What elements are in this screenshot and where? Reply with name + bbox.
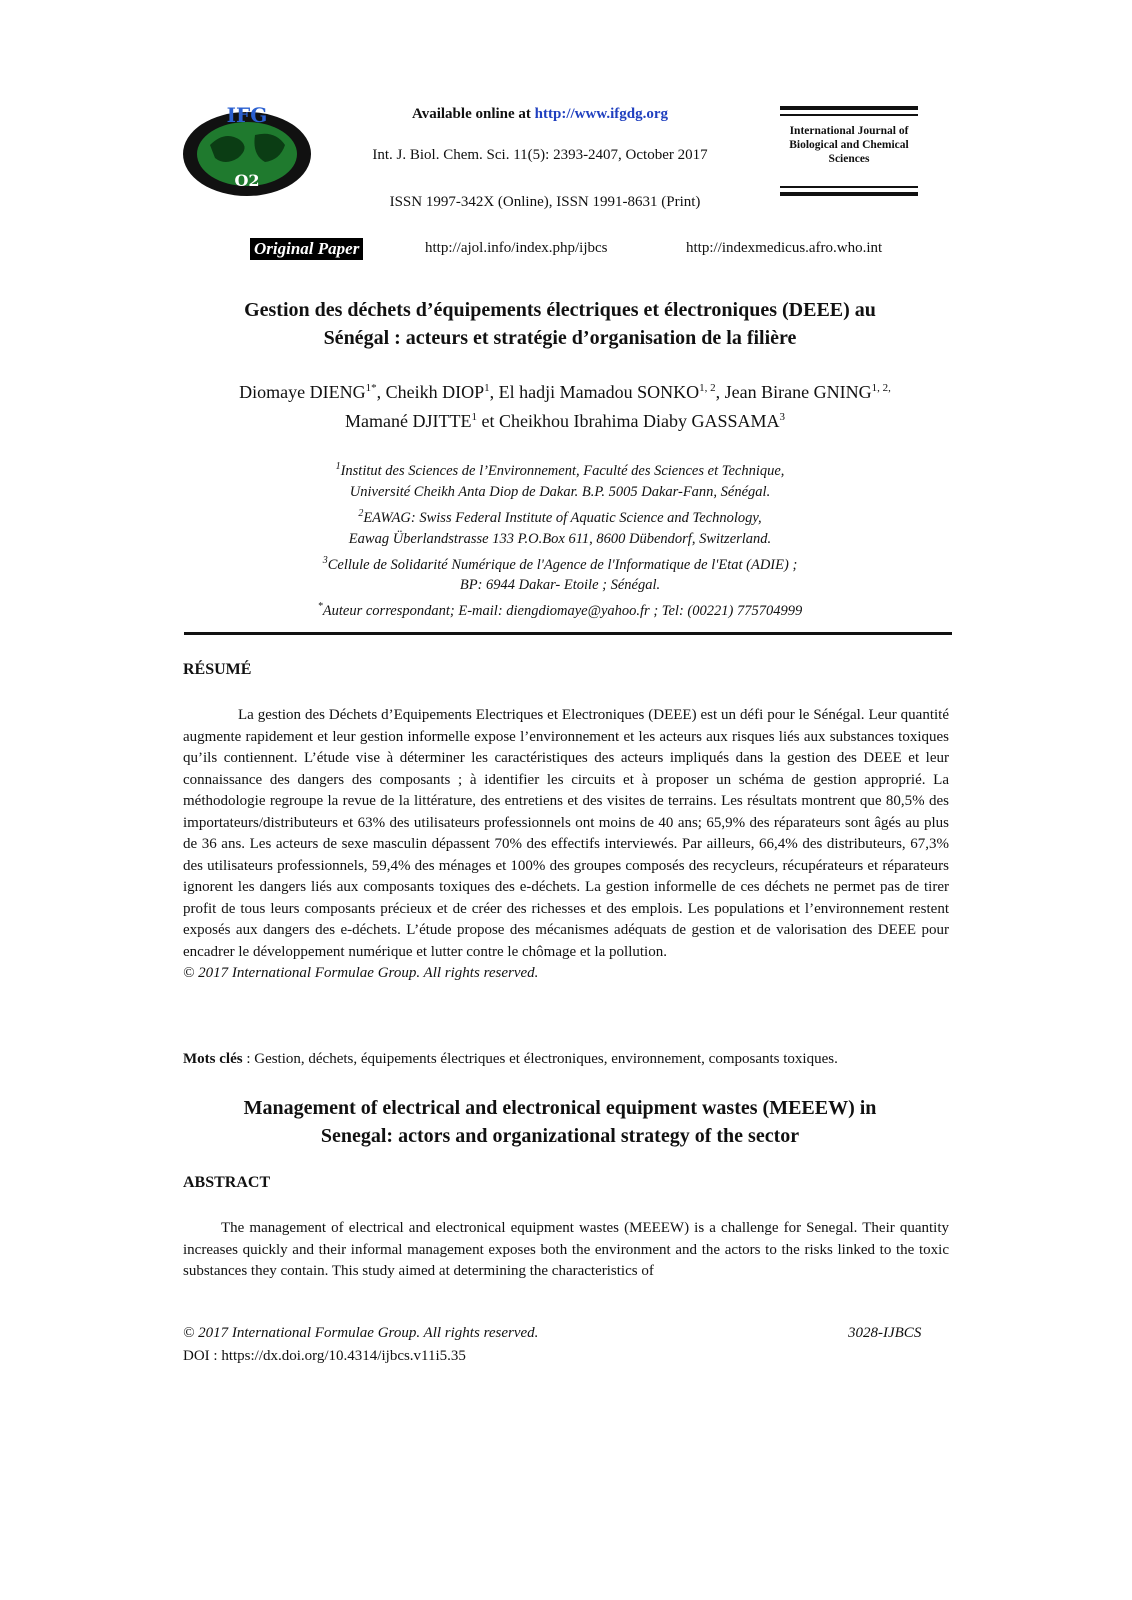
abstract-text: The management of electrical and electronical equipment wastes (MEEEW) is a challenge for Senegal. Their quantity increases quickly and their informal management exposes both the environment and the actors to the risks linked to the toxic substances they contain. This study aimed at determining the characteristics of — [183, 1220, 949, 1279]
authors: Diomaye $DIENG^{1*}$, Cheikh DIOP$^1$, El hadji Mamadou SONKO$^{1, 2}$, Jean Birane $GNING^{1, 2,}$ Mamané DJITTE$^1$ et Cheikhou Ibrahima Diaby GASSAMA$^3$ — [239, 382, 891, 431]
resume-text: La gestion des Déchets d’Equipements Electriques et Electroniques (DEEE) est un défi pour le Sénégal. Leur quantité augmente rapidement et leur gestion informelle expose l’environnement et les acteurs aux risques liés aux substances toxiques qu’ils contiennent. L’étude vise à déterminer les caractéristiques des acteurs impliqués dans la gestion des DEEE et leur connaissance des dangers des composants ; à identifier les circuits et à proposer un schéma de gestion approprié. La méthodologie regroupe la revue de la littérature, des entretiens et des visites de terrains. Les résultats montrent que 80,5% des importateurs/distributeurs et 63% des utilisateurs professionnels ont moins de 40 ans; 65,9% des réparateurs sont âgés au plus de 36 ans. Les acteurs de sexe masculin dépassent 70% des effectifs interviewés. Par ailleurs, 66,4% des distributeurs, 67,3% des utilisateurs professionnels, 59,4% des ménages et 100% des groupes composés des recycleurs, récupérateurs et réparateurs ignorent les dangers liés aux composants toxiques des e-déchets. La gestion informelle de ces déchets ne permet pas de tirer profit de tous leurs composants précieux et de créer des richesses et des emplois. Les populations et l’environnement restent exposés aux dangers des e-déchets. L’étude propose des mécanismes adéquats de gestion et de valorisation des DEEE pour encadrer le développement numérique et lutter contre le chômage et la pollution. — [183, 707, 949, 960]
abstract-body — [183, 1218, 949, 1283]
keywords: Mots clés : Gestion, déchets, équipements électriques et électroniques, environnement, composants toxiques. — [183, 1051, 838, 1067]
title-english: Management of electrical and electronical equipment wastes (MEEEW) in Senegal: actors and organizational strategy of the sector — [243, 1097, 877, 1147]
paper-type-badge: Original Paper — [250, 238, 363, 260]
journal-badge — [780, 106, 918, 196]
resume-copyright: © 2017 International Formulae Group. All rights reserved. — [183, 965, 539, 981]
ifg-logo — [180, 100, 314, 200]
ajol-link[interactable]: http://ajol.info/index.php/ijbcs — [425, 240, 608, 256]
abstract-heading: ABSTRACT — [183, 1174, 271, 1191]
indexmedicus-link[interactable]: http://indexmedicus.afro.who.int — [686, 240, 883, 256]
footer-copyright: © 2017 International Formulae Group. All rights reserved. — [183, 1325, 539, 1341]
doi[interactable]: DOI : https://dx.doi.org/10.4314/ijbcs.v11i5.35 — [183, 1348, 466, 1364]
section-divider — [184, 632, 952, 635]
ifgdg-link[interactable]: http://www.ifgdg.org — [534, 106, 668, 122]
issn: ISSN 1997-342X (Online), ISSN 1991-8631 (Print) — [389, 194, 701, 210]
affiliations: $^1$Institut des Sciences de l’Environnement, Faculté des Sciences et Technique, Université Cheikh Anta Diop de Dakar. B.P. 5005 Dakar-Fann, Sénégal. $^2$EAWAG: Swiss Federal Institute of Aquatic Science and Technology, Eawag Überlandstrasse 133 P.O.Box 611, 8600 Dübendorf, Switzerland. $^3$Cellule de Solidarité Numérique de l'Agence de l'Informatique de l'Etat (ADIE) ; BP: 6944 Dakar- Etoile ; Sénégal. *Auteur correspondant; E-mail: diengdiomaye@yahoo.fr ; Tel: (00221) 775704999 — [317, 461, 803, 620]
available-online: Available online at http://www.ifgdg.org — [412, 106, 668, 122]
logo-letters: IFG — [226, 103, 268, 127]
resume-heading: RÉSUMÉ — [183, 661, 252, 678]
citation: Int. J. Biol. Chem. Sci. 11(5): 2393-2407, October 2017 — [372, 147, 708, 163]
resume-body — [183, 705, 949, 985]
journal-name: International Journal of Biological and Chemical Sciences — [789, 125, 909, 165]
article-id: 3028-IJBCS — [848, 1325, 922, 1341]
title-french: Gestion des déchets d’équipements électriques et électroniques (DEEE) au Sénégal : acteurs et stratégie d’organisation de la filière — [244, 299, 876, 349]
svg-text:O2: O2 — [234, 171, 260, 190]
